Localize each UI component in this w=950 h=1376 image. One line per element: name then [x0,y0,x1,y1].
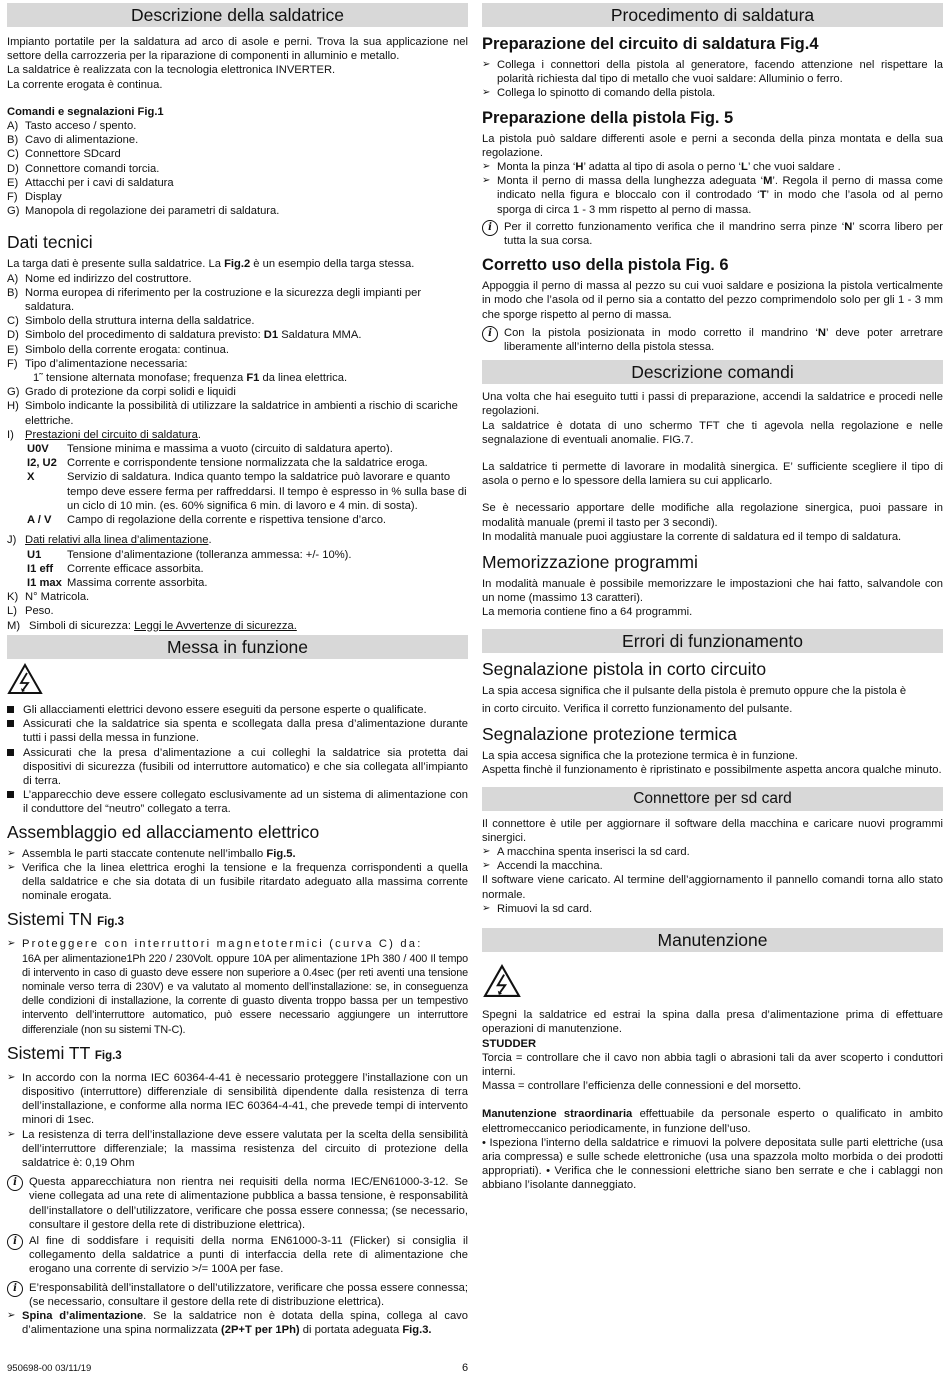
paragraph: La pistola può saldare differenti asole e perni a seconda della pinza montata e della sua regolazione. [482,132,943,159]
paragraph: La targa dati è presente sulla saldatrice. La Fig.2 è un esempio della targa stessa. [7,258,415,271]
electric-warning-icon [482,964,943,1002]
section-heading: Messa in funzione [7,635,468,659]
paragraph: Il connettore è utile per aggiornare il software della macchina e caricare nuovi programmi sinergici. [482,817,943,844]
section-heading: Descrizione della saldatrice [7,3,468,27]
arrow-bullet-icon: ➢ [7,1310,16,1322]
square-bullet-icon [7,703,23,717]
paragraph: Impianto portatile per la saldatura ad arco di asole e perni. Trova la sua applicazione nel settore della carrozzeria per la riparazione di componenti in alluminio e metallo. [7,36,468,63]
paragraph: Appoggia il perno di massa al pezzo su cui vuoi saldare e posiziona la pistola verticalmente in modo che l’asola od il perno sia a contatto del pezzo comprimendolo solo per gli 1 - 3 mm che sporge rispetto al perno di massa. [482,280,943,321]
table-row: I1 eff Corrente efficace assorbita. [27,562,204,575]
list-item: M) Simboli di sicurezza: Leggi le Avvertenze di sicurezza. [7,619,297,632]
table-row: A / V Campo di regolazione della corrente e rispettiva tensione d’arco. [27,514,387,527]
list-item: B) Cavo di alimentazione. [7,134,139,147]
info-icon: i [482,326,498,342]
section-heading: Manutenzione [482,928,943,952]
document-code: 950698-00 03/11/19 [7,1363,92,1374]
paragraph: • Ispeziona l’interno della saldatrice e rimuovi la polvere depositata sulle parti elettriche (usa aria compressa) e sulle schede elettroniche (usa una spazzola molto morbida o dei prodotti appropriati). • Verifica che le connessioni elettriche siano ben serrate e che i cablaggi non abbiano l’isolante danneggiato. [482,1136,943,1192]
section-heading: Errori di funzionamento [482,629,943,653]
alimentazione-table [7,548,468,591]
paragraph: La saldatrice ti permette di lavorare in modalità sinergica. E’ sufficiente scegliere il tipo di asola o perno e lo spessore della lamiera su cui applicarlo. [482,461,943,488]
arrow-bullet-icon: ➢ [482,860,491,872]
dati-list [7,272,468,442]
paragraph: in corto circuito. Verifica il corretto funzionamento del pulsante. [482,702,793,715]
list-item: F) Display [7,191,62,204]
list-item: ➢ A macchina spenta inserisci la sd card. [482,845,690,858]
list-item: Assicurati che la presa d’alimentazione a cui colleghi la saldatrice sia protetta dai dispositivi di sicurezza (fusibili od interruttore automatico) e che sia collegata all’impianto di terra. [7,746,468,789]
paragraph: In modalità manuale è possibile memorizzare le impostazioni che hai fatto, salvandole con un nome (massimo 13 caratteri). [482,578,943,605]
paragraph: La memoria contiene fino a 64 programmi. [482,606,693,619]
list-item: Gli allacciamenti elettrici devono essere eseguiti da persone esperte o qualificate. [7,703,468,717]
list-item: E) Simbolo della corrente erogata: continua. [7,343,229,356]
list-item: ➢ Assembla le parti staccate contenute nell’imballo Fig.5. [7,847,296,860]
list-item: I) Prestazioni del circuito di saldatura. [7,428,201,441]
table-row: I1 max Massima corrente assorbita. [27,576,208,589]
left-column [7,3,468,1337]
section-heading: Sistemi TN Fig.3 [7,909,124,930]
info-note: i Per il corretto funzionamento verifica che il mandrino serra pinze ‘N’ scorra libero per tutta la sua corsa. [482,220,943,248]
page-number: 6 [462,1362,469,1374]
comandi-list [7,119,468,218]
paragraph: La spia accesa significa che il pulsante della pistola è premuto oppure che la pistola è [482,684,907,697]
list-item: B) Norma europea di riferimento per la costruzione e la sicurezza degli impianti per saldatura. [7,286,422,314]
list-item: ➢ Proteggere con interruttori magnetotermici (curva C) da: 16A per alimentazione1Ph 220 / 230Volt. oppure 10A per alimentazione 1Ph 380 / 400 Il tempo di intervento in caso di guasto deve essere non superiore a 0.4sec (per reti aventi una tensione nominale verso terra di 230V) e va valutato al momento dell’installazione: se, in conseguenza delle condizioni di installazione, la corrente di guasto diventa troppo bassa per un tempestivo intervento dell’interruttore automatico, può essere necessario aggiungere un interruttore differenziale (non su sistemi TN-C). [7,938,468,1036]
paragraph: Massa = controllare l’efficienza delle connessioni e del morsetto. [482,1080,802,1093]
section-heading: Assemblaggio ed allacciamento elettrico [7,821,320,842]
list-item: L’apparecchio deve essere collegato esclusivamente ad un sistema di alimentazione con il conduttore del “neutro” collegato a terra. [7,788,468,816]
messa-list [7,703,468,817]
info-icon: i [7,1175,23,1191]
link: Leggi le Avvertenze di sicurezza. [134,619,297,632]
prestazioni-table [7,442,468,527]
square-bullet-icon [7,717,23,731]
table-row: U0V Tensione minima e massima a vuoto (circuito di saldatura aperto). [27,443,393,456]
list-item: ➢ Rimuovi la sd card. [482,902,593,915]
list-item: ➢ Monta il perno di massa della lunghezza adeguata ‘M’. Regola il perno di massa come indicato nella figura e bloccalo con il controdado ‘T’ in modo che l’asola od al perno sporga di circa 1 - 3 mm rispetto al perno di massa. [482,175,944,216]
arrow-bullet-icon: ➢ [482,902,491,914]
paragraph: Spegni la saldatrice ed estrai la spina dalla presa d’alimentazione prima di effettuare operazioni di manutenzione. [482,1009,943,1036]
table-row: I2, U2 Corrente e corrispondente tensione normalizzata che la saldatrice eroga. [27,457,428,470]
section-heading: Dati tecnici [7,232,93,253]
paragraph: La corrente erogata è continua. [7,78,163,91]
paragraph: Aspetta finchè il funzionamento è ripristinato e possibilmente aspetta ancora qualche minuto. [482,764,942,777]
list-item: ➢ Accendi la macchina. [482,860,603,873]
table-row: U1 Tensione d’alimentazione (tolleranza ammessa: +/- 10%). [27,548,352,561]
paragraph: La saldatrice è realizzata con la tecnologia elettronica INVERTER. [7,64,336,77]
info-icon: i [482,220,498,236]
subheading: STUDDER [482,1037,537,1050]
list-item: ➢ Spina d’alimentazione. Se la saldatrice non è dotata della spina, collega al cavo d’alimentazione una spina normalizzata (2P+T per 1Ph) di portata adeguata Fig.3. [7,1310,468,1337]
arrow-bullet-icon: ➢ [7,847,16,859]
list-item: G) Manopola di regolazione dei parametri di saldatura. [7,205,280,218]
section-heading: Segnalazione pistola in corto circuito [482,658,767,679]
arrow-bullet-icon: ➢ [482,845,491,857]
list-item: 1˜ tensione alternata monofase; frequenza F1 da linea elettrica. [33,372,348,385]
info-note: i Con la pistola posizionata in modo corretto il mandrino ‘N’ deve poter arretrare liberamente all’interno della pistola stessa. [482,326,943,354]
section-heading: Sistemi TT Fig.3 [7,1042,122,1063]
square-bullet-icon [7,746,23,760]
list-item: L) Peso. [7,605,54,618]
section-heading: Descrizione comandi [482,360,943,384]
paragraph: Torcia = controllare che il cavo non abbia tagli o abrasioni tali da aver scoperto i conduttori interni. [482,1051,943,1078]
list-item: C) Simbolo della struttura interna della saldatrice. [7,315,255,328]
dati-list-3 [7,590,468,633]
list-item: G) Grado di protezione da corpi solidi e liquidi [7,386,236,399]
arrow-bullet-icon: ➢ [7,938,16,950]
square-bullet-icon [7,788,23,802]
list-item: D) Simbolo del procedimento di saldatura previsto: D1 Saldatura MMA. [7,329,362,342]
arrow-bullet-icon: ➢ [7,1071,16,1083]
table-row: X Servizio di saldatura. Indica quanto tempo la saldatrice può lavorare e quanto tempo deve essere ferma per raffreddarsi. Il tempo è espresso in % sulla base di un ciclo di 10 min. (es. 60% significa 6 min. di lavoro e 4 min. di sosta). [27,471,467,512]
list-item: ➢ Collega lo spinotto di comando della pistola. [482,87,716,100]
arrow-bullet-icon: ➢ [482,161,491,173]
paragraph: In modalità manuale puoi aggiustare la corrente di saldatura ed il tempo di saldatura. [482,530,902,543]
list-item: A) Nome ed indirizzo del costruttore. [7,272,192,285]
paragraph: La spia accesa significa che la protezione termica è in funzione. [482,750,798,763]
list-item: F) Tipo d’alimentazione necessaria: [7,357,188,370]
list-item: ➢ Verifica che la linea elettrica eroghi la tensione e la frequenza corrispondenti a quella della saldatrice e che sia dotata di un fusibile ritardato adeguato alla massima corrente nominale erogata. [7,861,468,903]
list-item: C) Connettore SDcard [7,148,121,161]
list-item: ➢ Collega i connettori della pistola al generatore, facendo attenzione nel rispettare la polarità richiesta dal tipo di metallo che vuoi saldare: Alluminio o ferro. [482,59,943,86]
arrow-bullet-icon: ➢ [482,175,491,187]
electric-warning-icon [7,663,468,699]
section-heading: Connettore per sd card [482,787,943,811]
list-item: E) Attacchi per i cavi di saldatura [7,176,174,189]
section-heading: Segnalazione protezione termica [482,724,737,745]
list-item: J) Dati relativi alla linea d’alimentazione. [7,534,212,547]
paragraph: Una volta che hai eseguito tutti i passi di preparazione, accendi la saldatrice e procedi nelle regolazioni. [482,391,943,418]
subheading: Comandi e segnalazioni Fig.1 [7,105,164,118]
info-note: i Al fine di soddisfare i requisiti della norma EN61000-3-11 (Flicker) si consiglia il collegamento della saldatrice a punti di interfaccia della rete di alimentazione che erogano una corrente di servizio >/= 100A per fase. [7,1234,468,1277]
paragraph: Manutenzione straordinaria effettuabile da personale esperto o qualificato in ambito elettromeccanico periodicamente, in funzione dell’uso. [482,1108,943,1135]
arrow-bullet-icon: ➢ [7,861,16,873]
paragraph: Il software viene caricato. Al termine dell’aggiornamento il pannello comandi torna allo stato normale. [482,874,943,901]
list-item: D) Connettore comandi torcia. [7,162,160,175]
section-heading: Preparazione del circuito di saldatura Fig.4 [482,35,819,53]
info-icon: i [7,1281,23,1297]
section-heading: Preparazione della pistola Fig. 5 [482,108,734,127]
list-item: A) Tasto acceso / spento. [7,120,137,133]
list-item: ➢ Monta la pinza ‘H’ adatta al tipo di asola o perno ‘L’ che vuoi saldare . [482,161,841,174]
list-item: ➢ In accordo con la norma IEC 60364-4-41 è necessario proteggere l’installazione con un dispositivo (interruttore) differenziale di sensibilità dipendente dalla resistenza di terra dell’installazione, e conforme alla norma IEC 60364-4-41, che prevede tempi di intervento minori di 1sec. [7,1071,468,1127]
arrow-bullet-icon: ➢ [482,87,491,99]
info-note: i E’responsabilità dell’installatore o dell’utilizzatore, verificare che possa essere connessa; (se necessario, consultare il gestore della rete di distribuzione elettrica). [7,1281,468,1309]
info-icon: i [7,1234,23,1250]
dati-list-2 [7,533,468,547]
list-item: ➢ La resistenza di terra dell’installazione deve essere valutata per la scelta della sensibilità dell’interruttore differenziale; la massima resistenza del circuito di protezione della saldatrice è: 0,19 Ohm [7,1128,468,1169]
list-item: H) Simbolo indicante la possibilità di utilizzare la saldatrice in ambienti a rischio di scariche elettriche. [7,400,458,427]
list-item: Assicurati che la saldatrice sia spenta e scollegata dalla presa d’alimentazione durante tutti i passi della messa in funzione. [7,717,468,745]
paragraph: Se è necessario apportare delle modifiche alla regolazione sinergica, puoi passare in modalità manuale (premi il tasto per 3 secondi). [482,502,943,529]
section-heading: Procedimento di saldatura [482,3,943,27]
info-note: i Questa apparecchiatura non rientra nei requisiti della norma IEC/EN61000-3-12. Se viene collegata ad una rete di alimentazione pubblica a bassa tensione, è responsabilità dell’installatore o dell’utilizzatore, verificare che possa essere connessa; (se necessario, consultare il gestore della rete di distribuzione elettrica). [7,1175,468,1232]
right-column [482,3,943,1193]
section-heading: Memorizzazione programmi [482,552,698,573]
paragraph: La saldatrice è dotata di uno schermo TFT che ti agevola nella regolazione e nelle segnalazione di eventuali anomalie. FIG.7. [482,419,943,446]
section-heading: Corretto uso della pistola Fig. 6 [482,256,729,275]
arrow-bullet-icon: ➢ [482,59,491,70]
arrow-bullet-icon: ➢ [7,1128,16,1140]
list-item: K) N° Matricola. [7,591,90,604]
